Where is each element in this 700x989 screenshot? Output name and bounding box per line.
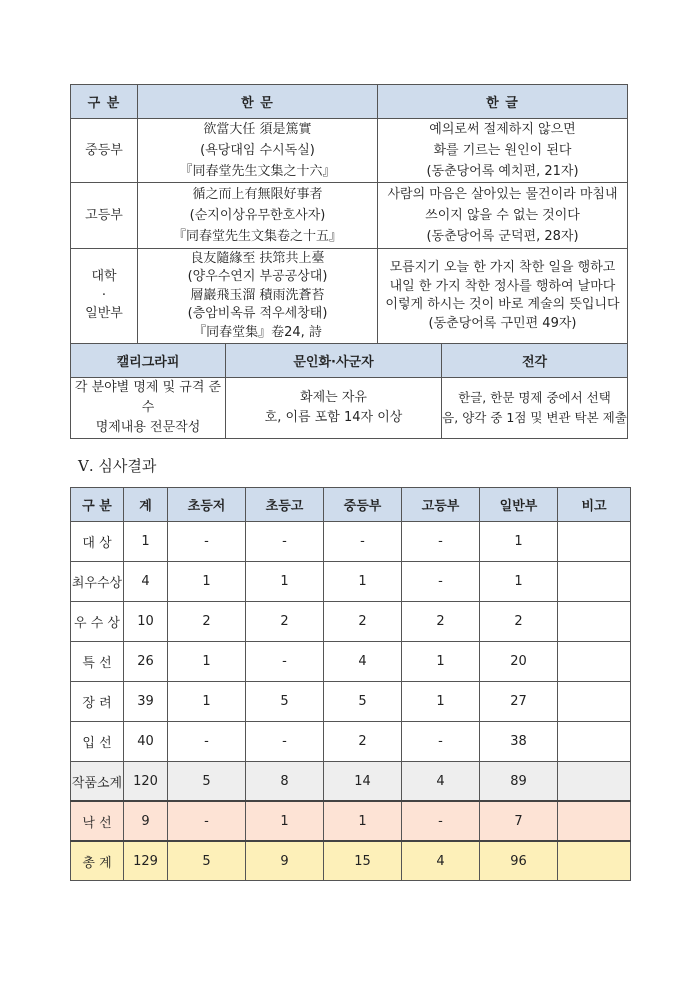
- hangul-line: 이렇게 하시는 것이 바로 계술의 뜻입니다: [385, 297, 620, 312]
- value-cell: 4: [324, 642, 402, 682]
- hangul-line: 내일 한 가지 착한 정사를 행하여 날마다: [389, 278, 616, 294]
- row-label-cell: 총 계: [71, 841, 124, 881]
- hangul-line: (동춘당어록 구민편 49자): [428, 315, 577, 331]
- value-cell: 9: [246, 841, 324, 881]
- hangul-line: 사람의 마음은 살아있는 물건이라 마침내: [387, 187, 618, 202]
- calligraphy-rule-cell: [71, 378, 226, 439]
- row-label-cell: 작품소계: [71, 762, 124, 802]
- value-cell: -: [246, 642, 324, 682]
- value-cell: 1: [324, 562, 402, 602]
- value-cell: 40: [124, 722, 168, 762]
- value-cell: [558, 602, 631, 642]
- value-cell: 1: [246, 801, 324, 841]
- value-cell: [558, 722, 631, 762]
- hangul-line: 화를 기르는 원인이 된다: [433, 143, 572, 158]
- value-cell: 1: [168, 642, 246, 682]
- division-label: 중등부: [85, 143, 123, 158]
- value-cell: 1: [324, 801, 402, 841]
- results-row: [71, 682, 631, 722]
- value-cell: [558, 762, 631, 802]
- program-row-general: [71, 249, 628, 344]
- program-row-middle: [71, 119, 628, 183]
- seal-rule-cell: [442, 378, 628, 439]
- results-row: [71, 602, 631, 642]
- value-cell: 5: [246, 682, 324, 722]
- value-cell: 1: [480, 522, 558, 562]
- value-cell: -: [168, 801, 246, 841]
- hanmun-cell: [138, 119, 378, 183]
- value-cell: -: [402, 562, 480, 602]
- value-cell: 2: [246, 602, 324, 642]
- value-cell: 2: [168, 602, 246, 642]
- row-label-cell: 대 상: [71, 522, 124, 562]
- value-cell: -: [246, 722, 324, 762]
- hanmun-line: 『同春堂先生文集卷之十五』: [172, 229, 342, 244]
- value-cell: 2: [402, 602, 480, 642]
- value-cell: [558, 642, 631, 682]
- value-cell: 129: [124, 841, 168, 881]
- category-header-row: [71, 344, 628, 378]
- hangul-cell: [378, 183, 628, 249]
- hanmun-line: 『同春堂先生文集之十六』: [179, 164, 336, 179]
- value-cell: -: [168, 722, 246, 762]
- value-cell: 120: [124, 762, 168, 802]
- header-hangul: 한 글: [378, 85, 628, 119]
- value-cell: 38: [480, 722, 558, 762]
- value-cell: [558, 801, 631, 841]
- value-cell: 중등부: [324, 488, 402, 522]
- value-cell: 8: [246, 762, 324, 802]
- results-table: [70, 487, 631, 881]
- program-header-row: [71, 85, 628, 119]
- value-cell: 2: [324, 722, 402, 762]
- row-label-cell: 구 분: [71, 488, 124, 522]
- value-cell: 초등고: [246, 488, 324, 522]
- hanmun-cell: [138, 249, 378, 344]
- value-cell: 2: [480, 602, 558, 642]
- rule-line: 각 분야별 명제 및 규격 준수: [74, 380, 222, 415]
- rule-line: 명제내용 전문작성: [95, 420, 201, 435]
- hanmun-cell: [138, 183, 378, 249]
- hanmun-line: (욕당대임 수시독실): [200, 143, 315, 158]
- rule-line: 한글, 한문 명제 중에서 선택: [458, 390, 611, 405]
- hangul-line: 예의로써 절제하지 않으면: [429, 122, 576, 137]
- results-row: [71, 722, 631, 762]
- value-cell: 1: [168, 682, 246, 722]
- value-cell: 20: [480, 642, 558, 682]
- value-cell: 5: [324, 682, 402, 722]
- results-row: [71, 562, 631, 602]
- hanmun-line: 良友隨緣至 扶筇共上臺: [190, 250, 325, 266]
- row-label-cell: 장 려: [71, 682, 124, 722]
- results-header-row: [71, 488, 631, 522]
- value-cell: 1: [480, 562, 558, 602]
- header-division: 구 분: [71, 85, 138, 119]
- division-cell: [71, 249, 138, 344]
- hanmun-line: 循之而上有無限好事者: [192, 187, 323, 202]
- value-cell: 4: [402, 762, 480, 802]
- results-total-row: [71, 841, 631, 881]
- header-seal-engraving: 전각: [442, 344, 628, 378]
- hanmun-line: 欲當大任 須是篤實: [203, 122, 312, 137]
- value-cell: -: [324, 522, 402, 562]
- value-cell: 39: [124, 682, 168, 722]
- value-cell: [558, 841, 631, 881]
- hangul-cell: [378, 249, 628, 344]
- value-cell: -: [246, 522, 324, 562]
- value-cell: [558, 682, 631, 722]
- literati-rule-cell: [226, 378, 442, 439]
- hangul-line: (동춘당어록 군덕편, 28자): [426, 229, 579, 244]
- hanmun-line: (층암비옥류 적우세창태): [187, 306, 328, 322]
- results-row: [71, 642, 631, 682]
- value-cell: 1: [168, 562, 246, 602]
- division-label: 일반부: [85, 306, 123, 322]
- program-row-high: [71, 183, 628, 249]
- rule-line: 화제는 자유: [300, 390, 367, 405]
- value-cell: 89: [480, 762, 558, 802]
- value-cell: 초등저: [168, 488, 246, 522]
- hangul-line: 쓰이지 않을 수 없는 것이다: [425, 208, 580, 223]
- header-literati-painting: 문인화·사군자: [226, 344, 442, 378]
- results-subtotal-row: [71, 762, 631, 802]
- value-cell: 96: [480, 841, 558, 881]
- value-cell: 15: [324, 841, 402, 881]
- hangul-line: 모름지기 오늘 한 가지 착한 일을 행하고: [389, 260, 616, 275]
- value-cell: -: [168, 522, 246, 562]
- value-cell: 27: [480, 682, 558, 722]
- value-cell: 5: [168, 841, 246, 881]
- value-cell: 4: [124, 562, 168, 602]
- value-cell: 2: [324, 602, 402, 642]
- hanmun-line: 層巖飛玉溜 積雨洗蒼苔: [190, 287, 325, 303]
- value-cell: 1: [124, 522, 168, 562]
- division-cell: [71, 119, 138, 183]
- value-cell: -: [402, 522, 480, 562]
- row-label-cell: 우 수 상: [71, 602, 124, 642]
- value-cell: 비고: [558, 488, 631, 522]
- value-cell: 9: [124, 801, 168, 841]
- row-label-cell: 낙 선: [71, 801, 124, 841]
- division-label: 고등부: [85, 208, 123, 223]
- row-label-cell: 최우수상: [71, 562, 124, 602]
- value-cell: 10: [124, 602, 168, 642]
- value-cell: -: [402, 801, 480, 841]
- value-cell: 5: [168, 762, 246, 802]
- program-table: [70, 84, 628, 439]
- division-cell: [71, 183, 138, 249]
- hangul-cell: [378, 119, 628, 183]
- value-cell: 일반부: [480, 488, 558, 522]
- hanmun-line: (순지이상유무한호사자): [189, 208, 326, 223]
- division-label: ·: [101, 287, 107, 303]
- value-cell: 4: [402, 841, 480, 881]
- value-cell: 1: [402, 682, 480, 722]
- row-label-cell: 입 선: [71, 722, 124, 762]
- value-cell: -: [402, 722, 480, 762]
- category-rule-row: [71, 378, 628, 439]
- value-cell: 1: [246, 562, 324, 602]
- value-cell: 계: [124, 488, 168, 522]
- rule-line: 호, 이름 포함 14자 이상: [264, 410, 403, 425]
- value-cell: [558, 562, 631, 602]
- hangul-line: (동춘당어록 예치편, 21자): [426, 164, 579, 179]
- results-row: [71, 522, 631, 562]
- value-cell: 1: [402, 642, 480, 682]
- section-title: Ⅴ. 심사결과: [78, 457, 157, 475]
- value-cell: 26: [124, 642, 168, 682]
- value-cell: [558, 522, 631, 562]
- hanmun-line: 『同春堂集』卷24, 詩: [193, 324, 322, 340]
- row-label-cell: 특 선: [71, 642, 124, 682]
- value-cell: 고등부: [402, 488, 480, 522]
- results-rejected-row: [71, 801, 631, 841]
- value-cell: 7: [480, 801, 558, 841]
- header-hanmun: 한 문: [138, 85, 378, 119]
- hanmun-line: (양우수연지 부공공상대): [187, 269, 328, 285]
- value-cell: 14: [324, 762, 402, 802]
- header-calligraphy: 캘리그라피: [71, 344, 226, 378]
- rule-line: 음, 양각 중 1점 및 변관 탁본 제출: [442, 410, 627, 425]
- division-label: 대학: [91, 269, 117, 285]
